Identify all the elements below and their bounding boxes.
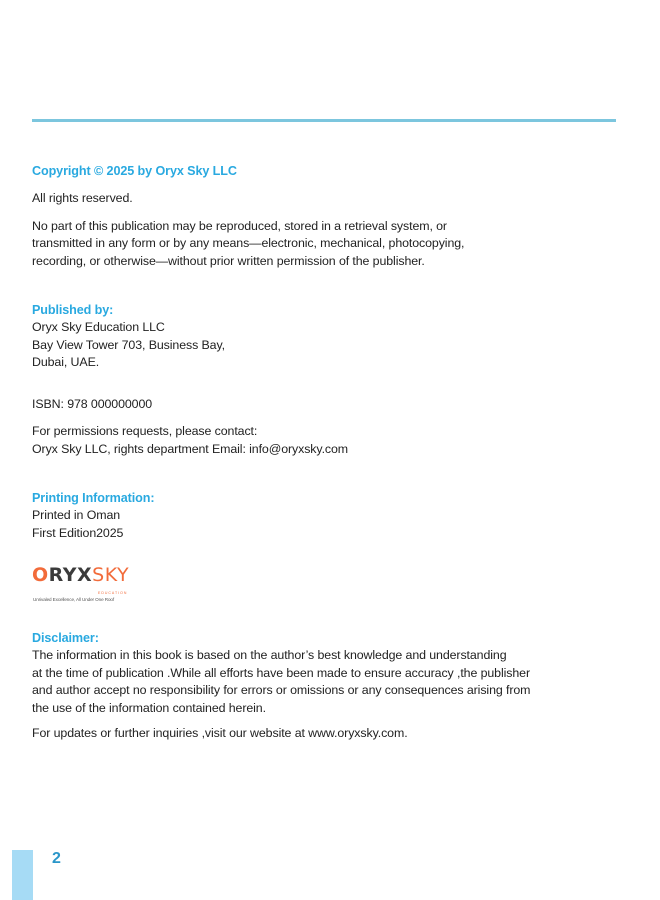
published-by-section — [32, 302, 622, 372]
edition: First Edition2025 — [32, 525, 124, 540]
logo-word-orange: SKY — [92, 564, 130, 586]
logo-word-dark: RYX — [48, 564, 93, 586]
header-divider — [32, 119, 616, 122]
logo-subtext: EDUCATION — [98, 591, 128, 595]
page-number-bar — [12, 850, 33, 900]
published-by-heading: Published by: — [32, 303, 114, 317]
printing-information-section — [32, 490, 622, 542]
copyright-notice-line: transmitted in any form or by any means—electronic, mechanical, photocopying, — [32, 236, 465, 250]
copyright-page-content — [32, 163, 622, 743]
printed-in: Printed in Oman — [32, 508, 121, 522]
disclaimer-heading: Disclaimer: — [32, 631, 99, 645]
page-number: 2 — [52, 850, 61, 867]
disclaimer-line: at the time of publication .While all efforts have been made to ensure accuracy ,the publisher — [32, 665, 530, 680]
disclaimer-line: The information in this book is based on the author’s best knowledge and understanding — [32, 648, 507, 662]
copyright-section — [32, 163, 622, 270]
isbn: ISBN: 978 000000000 — [32, 396, 153, 411]
permissions-contact: Oryx Sky LLC, rights department Email: info@oryxsky.com — [32, 441, 349, 456]
oryx-head-icon: O — [32, 564, 49, 586]
disclaimer-line: the use of the information contained herein. — [32, 700, 266, 715]
permissions-line: For permissions requests, please contact: — [32, 424, 258, 438]
publisher-name: Oryx Sky Education LLC — [32, 320, 165, 334]
all-rights-reserved: All rights reserved. — [32, 191, 133, 205]
copyright-heading: Copyright © 2025 by Oryx Sky LLC — [32, 164, 237, 178]
website-notice: For updates or further inquiries ,visit our website at www.oryxsky.com. — [32, 726, 408, 740]
publisher-address-line: Bay View Tower 703, Business Bay, — [32, 337, 225, 352]
oryx-sky-logo — [32, 564, 142, 604]
printing-information-heading: Printing Information: — [32, 491, 155, 505]
permissions-section — [32, 423, 622, 458]
copyright-notice-line: No part of this publication may be reproduced, stored in a retrieval system, or — [32, 218, 447, 233]
publisher-city: Dubai, UAE. — [32, 355, 100, 369]
logo-tagline: Unrivaled Excellence, All Under One Roof — [33, 597, 115, 602]
copyright-notice-line: recording, or otherwise—without prior written permission of the publisher. — [32, 253, 425, 268]
disclaimer-section — [32, 630, 622, 743]
logo-wordmark — [32, 564, 142, 586]
disclaimer-line: and author accept no responsibility for errors or omissions or any consequences arising from — [32, 683, 531, 697]
